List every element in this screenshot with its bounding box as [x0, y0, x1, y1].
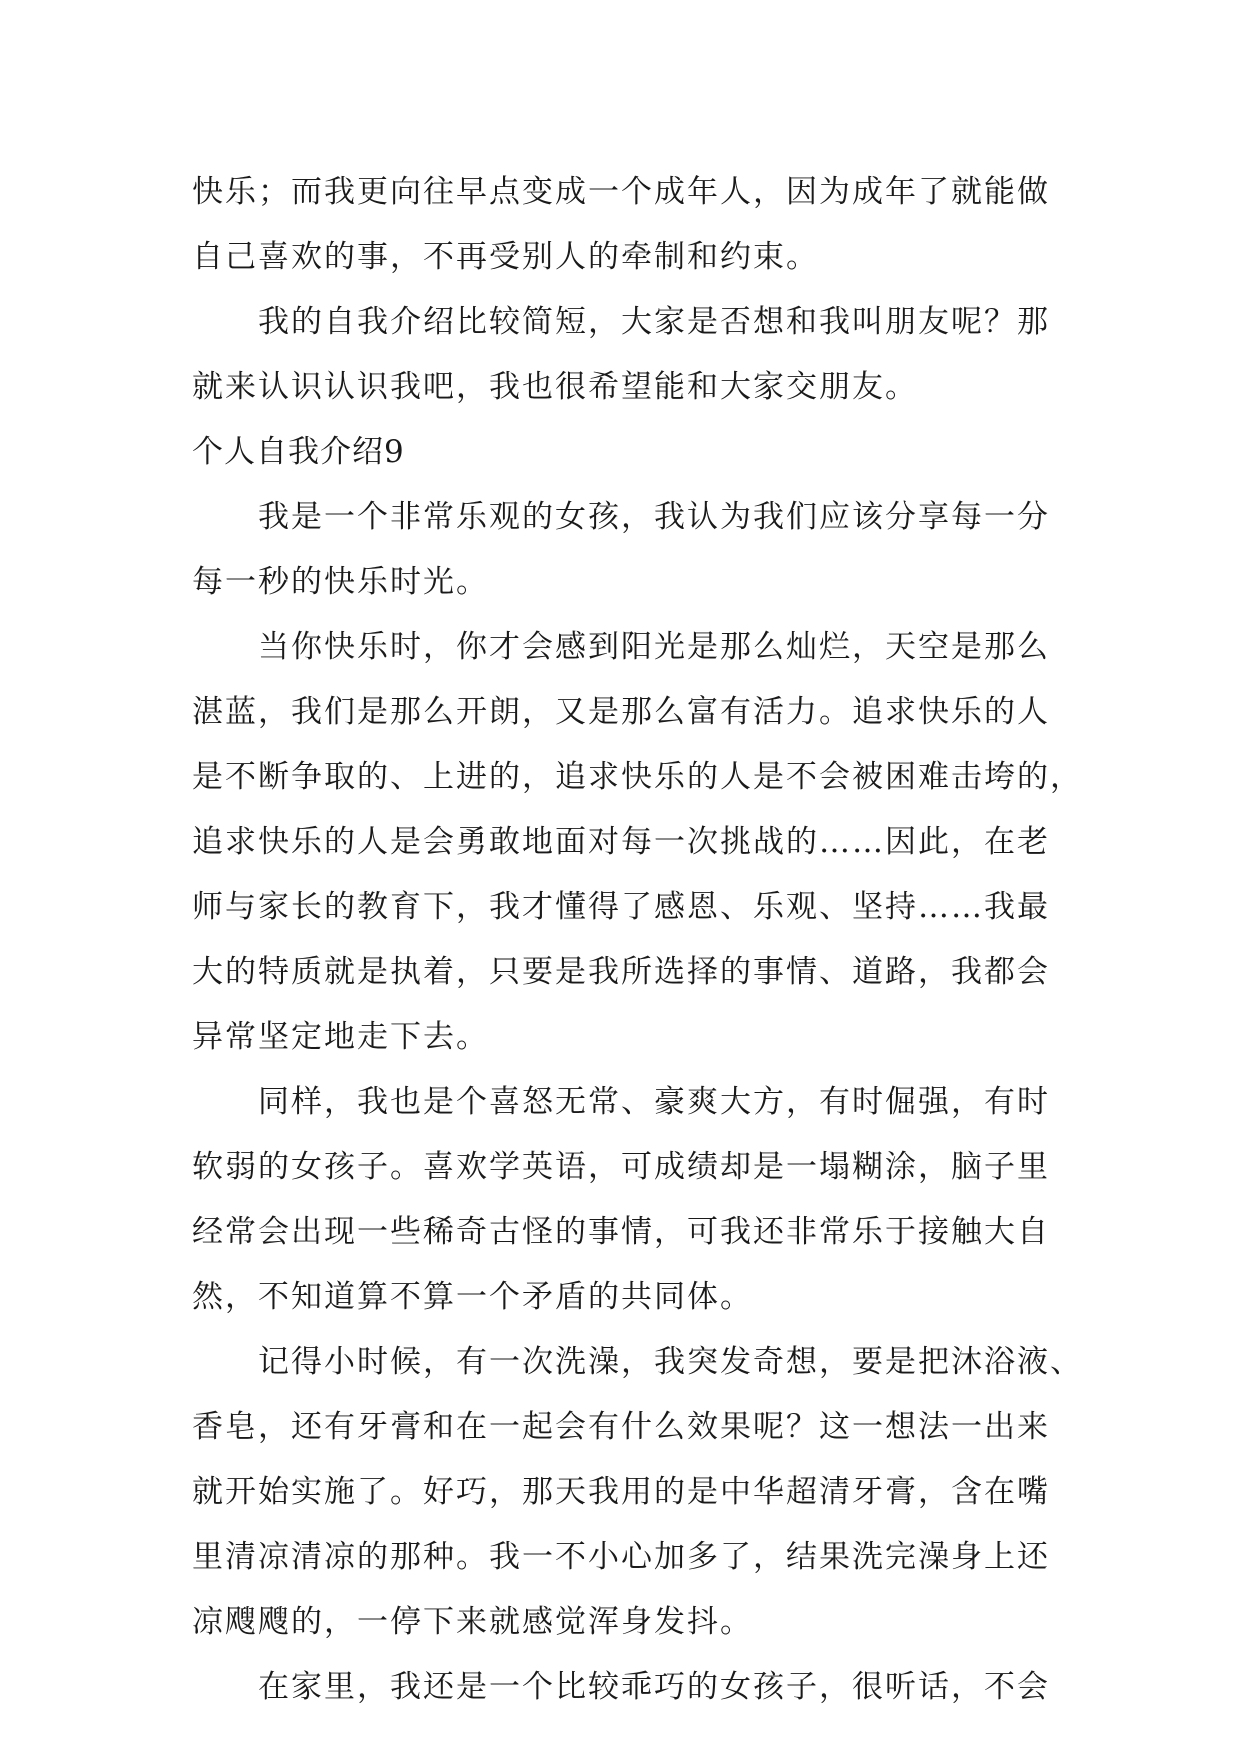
text-line: 快乐；而我更向往早点变成一个成年人，因为成年了就能做	[192, 174, 1050, 210]
section-heading: 个人自我介绍9	[192, 434, 405, 470]
text-line: 我是一个非常乐观的女孩，我认为我们应该分享每一分	[258, 499, 1050, 535]
text-line: 湛蓝，我们是那么开朗，又是那么富有活力。追求快乐的人	[192, 694, 1050, 730]
text-line: 然，不知道算不算一个矛盾的共同体。	[192, 1279, 753, 1315]
text-line: 追求快乐的人是会勇敢地面对每一次挑战的……因此，在老	[192, 824, 1050, 860]
text-line: 在家里，我还是一个比较乖巧的女孩子，很听话，不会	[258, 1669, 1050, 1705]
text-line: 当你快乐时，你才会感到阳光是那么灿烂，天空是那么	[258, 629, 1050, 665]
document-page	[192, 160, 1083, 1720]
text-line: 自己喜欢的事，不再受别人的牵制和约束。	[192, 239, 819, 275]
text-line: 就开始实施了。好巧，那天我用的是中华超清牙膏，含在嘴	[192, 1474, 1050, 1510]
text-line: 每一秒的快乐时光。	[192, 564, 489, 600]
text-line: 同样，我也是个喜怒无常、豪爽大方，有时倔强，有时	[258, 1084, 1050, 1120]
text-line: 是不断争取的、上进的，追求快乐的人是不会被困难击垮的，	[192, 759, 1083, 795]
text-line: 经常会出现一些稀奇古怪的事情，可我还非常乐于接触大自	[192, 1214, 1050, 1250]
text-line: 异常坚定地走下去。	[192, 1019, 489, 1055]
text-line: 软弱的女孩子。喜欢学英语，可成绩却是一塌糊涂，脑子里	[192, 1149, 1050, 1185]
text-line: 里清凉清凉的那种。我一不小心加多了，结果洗完澡身上还	[192, 1539, 1050, 1575]
text-line: 凉飕飕的，一停下来就感觉浑身发抖。	[192, 1604, 753, 1640]
text-line: 香皂，还有牙膏和在一起会有什么效果呢？这一想法一出来	[192, 1409, 1050, 1445]
text-line: 就来认识认识我吧，我也很希望能和大家交朋友。	[192, 369, 918, 405]
text-line: 记得小时候，有一次洗澡，我突发奇想，要是把沐浴液、	[258, 1344, 1083, 1380]
text-line: 我的自我介绍比较简短，大家是否想和我叫朋友呢？那	[258, 304, 1050, 340]
text-line: 大的特质就是执着，只要是我所选择的事情、道路，我都会	[192, 954, 1050, 990]
text-line: 师与家长的教育下，我才懂得了感恩、乐观、坚持……我最	[192, 889, 1050, 925]
